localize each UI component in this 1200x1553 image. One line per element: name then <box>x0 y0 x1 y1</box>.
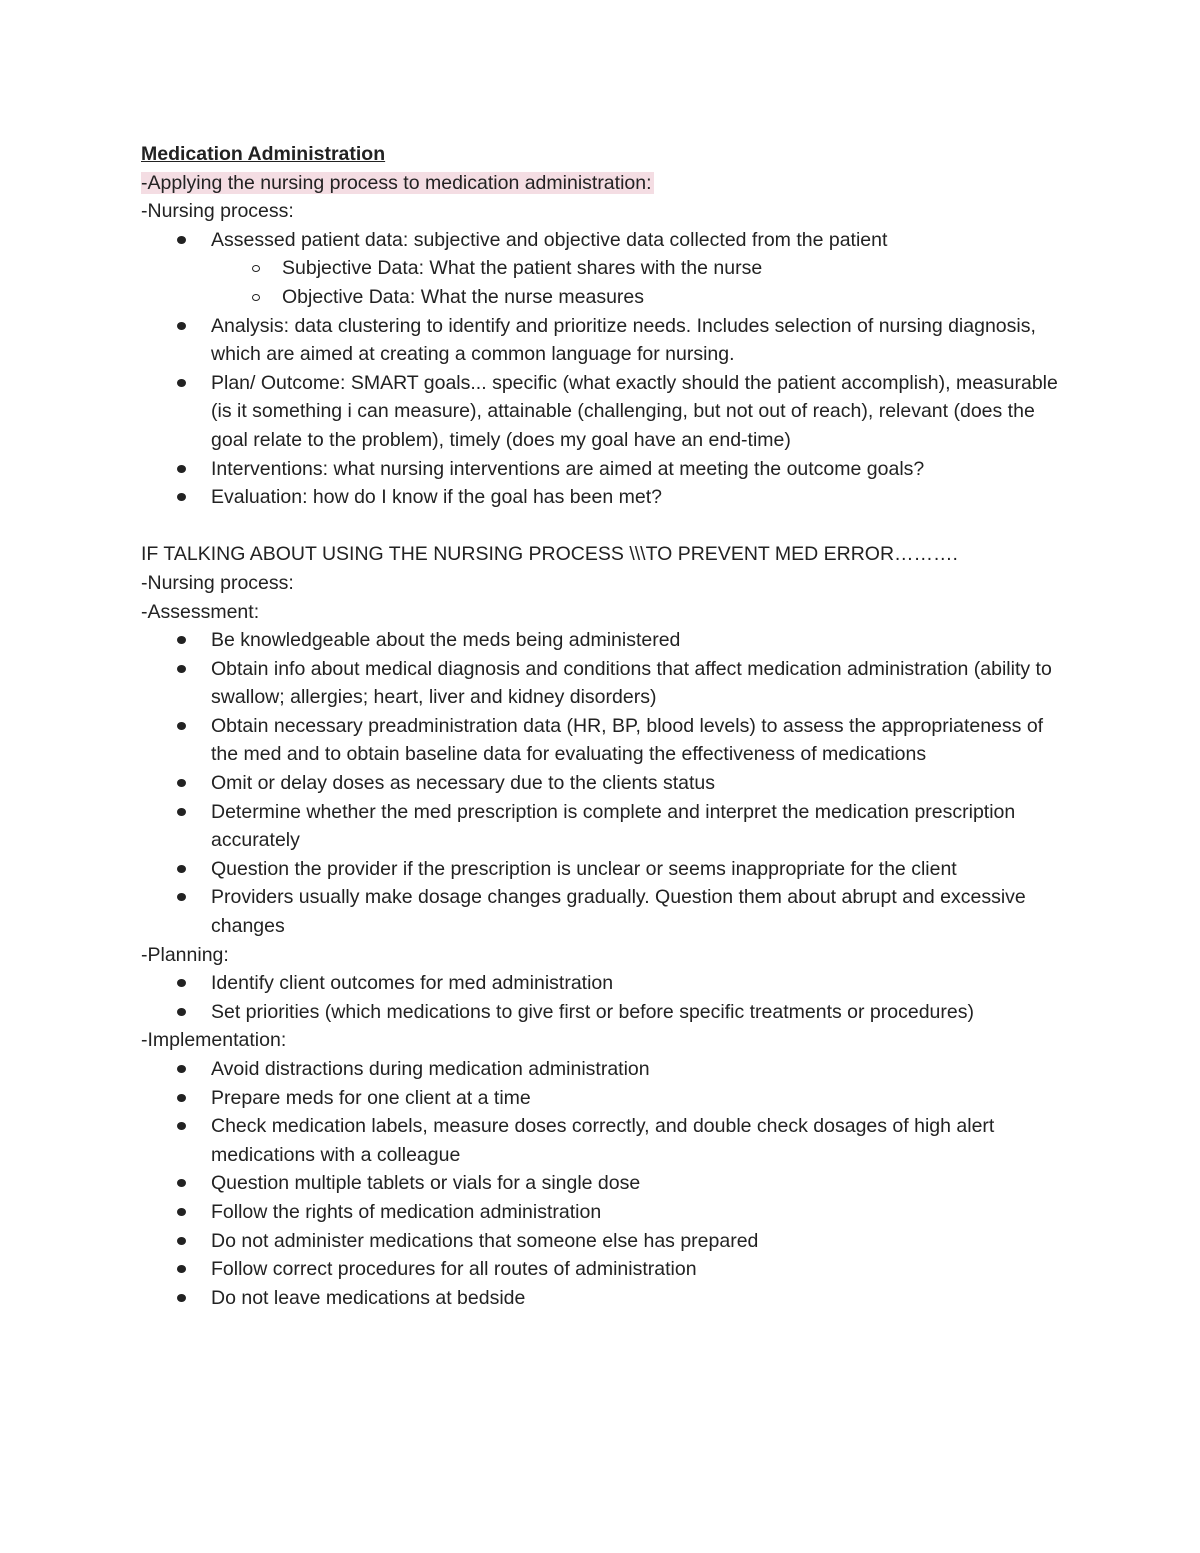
bullet-icon <box>177 322 186 330</box>
list-item-text: Be knowledgeable about the meds being administered <box>211 629 681 652</box>
list-item <box>211 883 1071 940</box>
list-item <box>211 1227 1071 1256</box>
intro-line <box>141 169 1071 198</box>
document-body <box>141 140 1071 1312</box>
list-item <box>211 369 1071 455</box>
sublist-item <box>282 283 1071 312</box>
bullet-icon <box>177 779 186 787</box>
list-item-text: Check medication labels, measure doses correctly, and double check dosages of high alert medications with a colleague <box>211 1115 995 1166</box>
bullet-icon <box>177 1094 186 1102</box>
list-item-text: Obtain info about medical diagnosis and conditions that affect medication administration (ability to swallow; allergies; heart, liver and kidney disorders) <box>211 657 1052 709</box>
bullet-icon <box>177 979 186 987</box>
list-item-text: Omit or delay doses as necessary due to the clients status <box>211 772 716 795</box>
list-item <box>211 1084 1071 1113</box>
list-item <box>211 1055 1071 1084</box>
bullet-icon <box>177 893 186 901</box>
list-item-text: Set priorities (which medications to give first or before specific treatments or procedures) <box>211 1000 974 1023</box>
list-item <box>211 798 1071 855</box>
list-item <box>211 655 1071 712</box>
sublist <box>211 254 1071 311</box>
list-item-text: Identify client outcomes for med administration <box>211 972 614 995</box>
implementation-heading: -Implementation: <box>141 1029 287 1052</box>
list-item-text: Assessed patient data: subjective and objective data collected from the patient <box>211 228 888 251</box>
assessment-heading: -Assessment: <box>141 600 260 623</box>
list-item-text: Follow correct procedures for all routes of administration <box>211 1258 697 1281</box>
list-item-text: Interventions: what nursing interventions are aimed at meeting the outcome goals? <box>211 457 925 480</box>
planning-list <box>141 969 1071 1026</box>
list-item-text: Analysis: data clustering to identify and prioritize needs. Includes selection of nursing diagnosis, which are aimed at creating a common language for nursing. <box>211 314 1036 366</box>
list-item-text: Determine whether the med prescription is complete and interpret the medication prescription accurately <box>211 800 1016 852</box>
bullet-icon <box>177 1265 186 1273</box>
list-item <box>211 1169 1071 1198</box>
list-item <box>211 455 1071 484</box>
bullet-icon <box>177 722 186 730</box>
list-item <box>211 312 1071 369</box>
list-item <box>211 769 1071 798</box>
bullet-icon <box>177 236 186 244</box>
list-item <box>211 226 1071 312</box>
planning-heading: -Planning: <box>141 943 229 966</box>
bullet-icon <box>177 465 186 473</box>
list-item-text: Do not leave medications at bedside <box>211 1286 526 1309</box>
section-heading-nursing-process: -Nursing process: <box>141 200 294 223</box>
spacer <box>141 512 1071 541</box>
highlighted-intro: -Applying the nursing process to medication administration: <box>141 171 652 194</box>
list-item <box>211 1198 1071 1227</box>
hollow-bullet-icon <box>252 294 260 301</box>
sublist-item-text: Objective Data: What the nurse measures <box>282 285 644 308</box>
list-item-text: Prepare meds for one client at a time <box>211 1086 531 1109</box>
implementation-list <box>141 1055 1071 1312</box>
list-item-text: Plan/ Outcome: SMART goals... specific (what exactly should the patient accomplish), measurable (is it something i can measure), attainable (challenging, but not out of reach), relevant (does the goal relate to the problem), timely (does my goal have an end-time) <box>211 371 1058 451</box>
bullet-icon <box>177 1294 186 1302</box>
list-item-text: Question the provider if the prescription is unclear or seems inappropriate for the client <box>211 857 957 880</box>
list-item-text: Follow the rights of medication administration <box>211 1200 602 1223</box>
bullet-icon <box>177 379 186 387</box>
list-item <box>211 1112 1071 1169</box>
bullet-icon <box>177 1179 186 1187</box>
med-error-caption: IF TALKING ABOUT USING THE NURSING PROCESS \\\TO PREVENT MED ERROR………. <box>141 543 958 566</box>
list-item <box>211 1284 1071 1313</box>
list-item <box>211 998 1071 1027</box>
sublist-item <box>282 254 1071 283</box>
list-item-text: Evaluation: how do I know if the goal has been met? <box>211 486 662 509</box>
list-item-text: Do not administer medications that someone else has prepared <box>211 1229 759 1252</box>
bullet-icon <box>177 865 186 873</box>
bullet-icon <box>177 493 186 501</box>
sublist-item-text: Subjective Data: What the patient shares with the nurse <box>282 257 763 280</box>
document-title: Medication Administration <box>141 143 386 165</box>
bullet-icon <box>177 636 186 644</box>
section-heading-nursing-process: -Nursing process: <box>141 571 294 594</box>
bullet-icon <box>177 1008 186 1016</box>
bullet-icon <box>177 808 186 816</box>
list-item-text: Question multiple tablets or vials for a single dose <box>211 1172 641 1195</box>
bullet-icon <box>177 1065 186 1073</box>
hollow-bullet-icon <box>252 265 260 272</box>
bullet-icon <box>177 1122 186 1130</box>
list-item <box>211 712 1071 769</box>
assessment-list <box>141 626 1071 941</box>
list-item-text: Avoid distractions during medication administration <box>211 1058 650 1080</box>
list-item <box>211 969 1071 998</box>
nursing-process-list <box>141 226 1071 512</box>
list-item-text: Providers usually make dosage changes gradually. Question them about abrupt and excessive changes <box>211 886 1026 938</box>
list-item-text: Obtain necessary preadministration data (HR, BP, blood levels) to assess the appropriateness of the med and to obtain baseline data for evaluating the effectiveness of medications <box>211 714 1044 766</box>
list-item <box>211 1255 1071 1284</box>
list-item <box>211 855 1071 884</box>
list-item <box>211 483 1071 512</box>
bullet-icon <box>177 665 186 673</box>
bullet-icon <box>177 1208 186 1216</box>
list-item <box>211 626 1071 655</box>
bullet-icon <box>177 1237 186 1245</box>
